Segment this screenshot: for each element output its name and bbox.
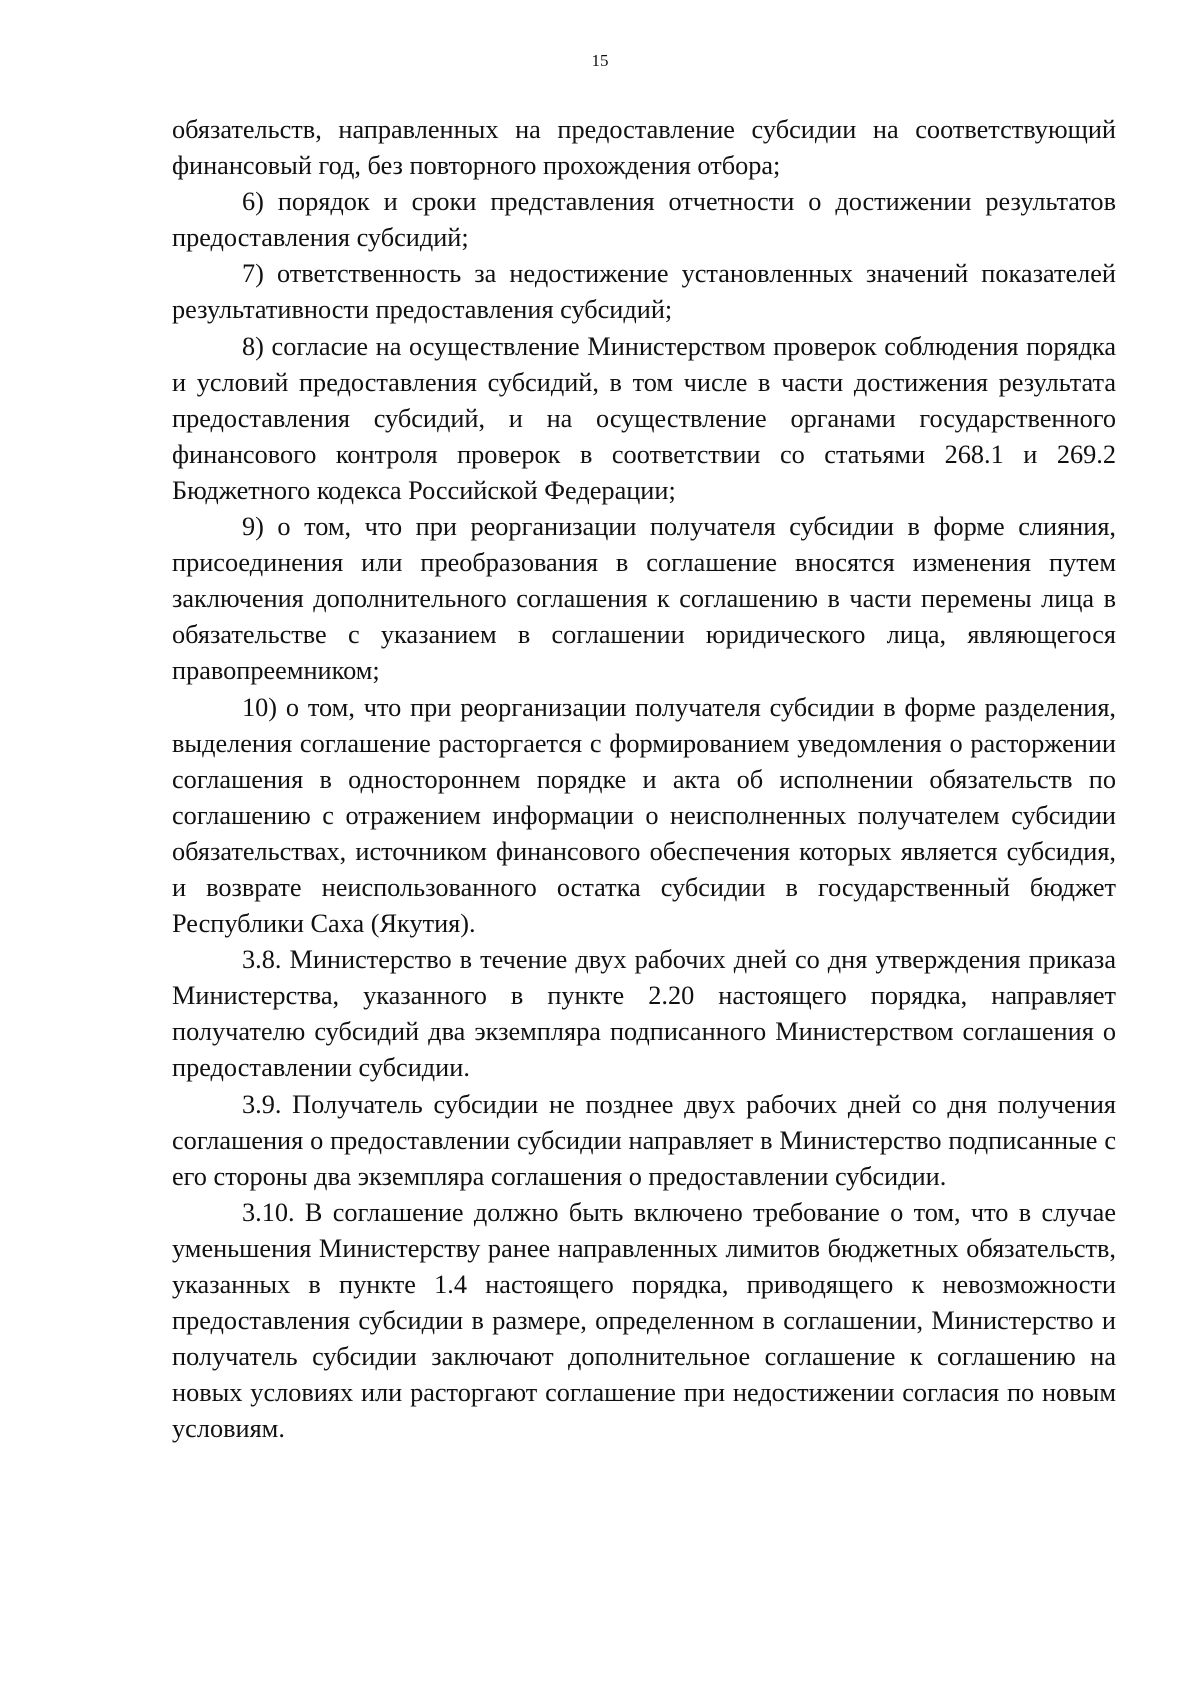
paragraph-item-7: 7) ответственность за недостижение установленных значений показателей результативности предоставления субсидий;	[172, 259, 1116, 325]
page-number: 15	[591, 51, 609, 70]
paragraph-item-10: 10) о том, что при реорганизации получателя субсидии в форме разделения, выделения соглашение расторгается с формированием уведомления о расторжении соглашения в одностороннем порядке и акта об исполнении обязательств по соглашению с отражением информации о неисполненных получателем субсидии обязательствах, источником финансового обеспечения которых является субсидия, и возврате неиспользованного остатка субсидии в государственный бюджет Республики Саха (Якутия).	[172, 692, 1116, 939]
document-body	[172, 112, 1116, 1447]
paragraph-item-6: 6) порядок и сроки представления отчетности о достижении результатов предоставления субсидий;	[172, 187, 1116, 253]
paragraph-continuation: обязательств, направленных на предоставление субсидии на соответствующий финансовый год, без повторного прохождения отбора;	[172, 115, 1116, 181]
paragraph-item-8: 8) согласие на осуществление Министерством проверок соблюдения порядка и условий предоставления субсидий, в том числе в части достижения результата предоставления субсидий, и на осуществление органами государственного финансового контроля проверок в соответствии со статьями 268.1 и 269.2 Бюджетного кодекса Российской Федерации;	[172, 331, 1116, 505]
paragraph-clause-3-9: 3.9. Получатель субсидии не позднее двух рабочих дней со дня получения соглашения о предоставлении субсидии направляет в Министерство подписанные с его стороны два экземпляра соглашения о предоставлении субсидии.	[172, 1089, 1116, 1191]
paragraph-clause-3-8: 3.8. Министерство в течение двух рабочих дней со дня утверждения приказа Министерства, указанного в пункте 2.20 настоящего порядка, направляет получателю субсидий два экземпляра подписанного Министерством соглашения о предоставлении субсидии.	[172, 945, 1116, 1083]
paragraph-clause-3-10: 3.10. В соглашение должно быть включено требование о том, что в случае уменьшения Министерству ранее направленных лимитов бюджетных обязательств, указанных в пункте 1.4 настоящего порядка, приводящего к невозможности предоставления субсидии в размере, определенном в соглашении, Министерство и получатель субсидии заключают дополнительное соглашение к соглашению на новых условиях или расторгают соглашение при недостижении согласия по новым условиям.	[172, 1197, 1116, 1444]
paragraph-item-9: 9) о том, что при реорганизации получателя субсидии в форме слияния, присоединения или преобразования в соглашение вносятся изменения путем заключения дополнительного соглашения к соглашению в части перемены лица в обязательстве с указанием в соглашении юридического лица, являющегося правопреемником;	[172, 512, 1116, 686]
